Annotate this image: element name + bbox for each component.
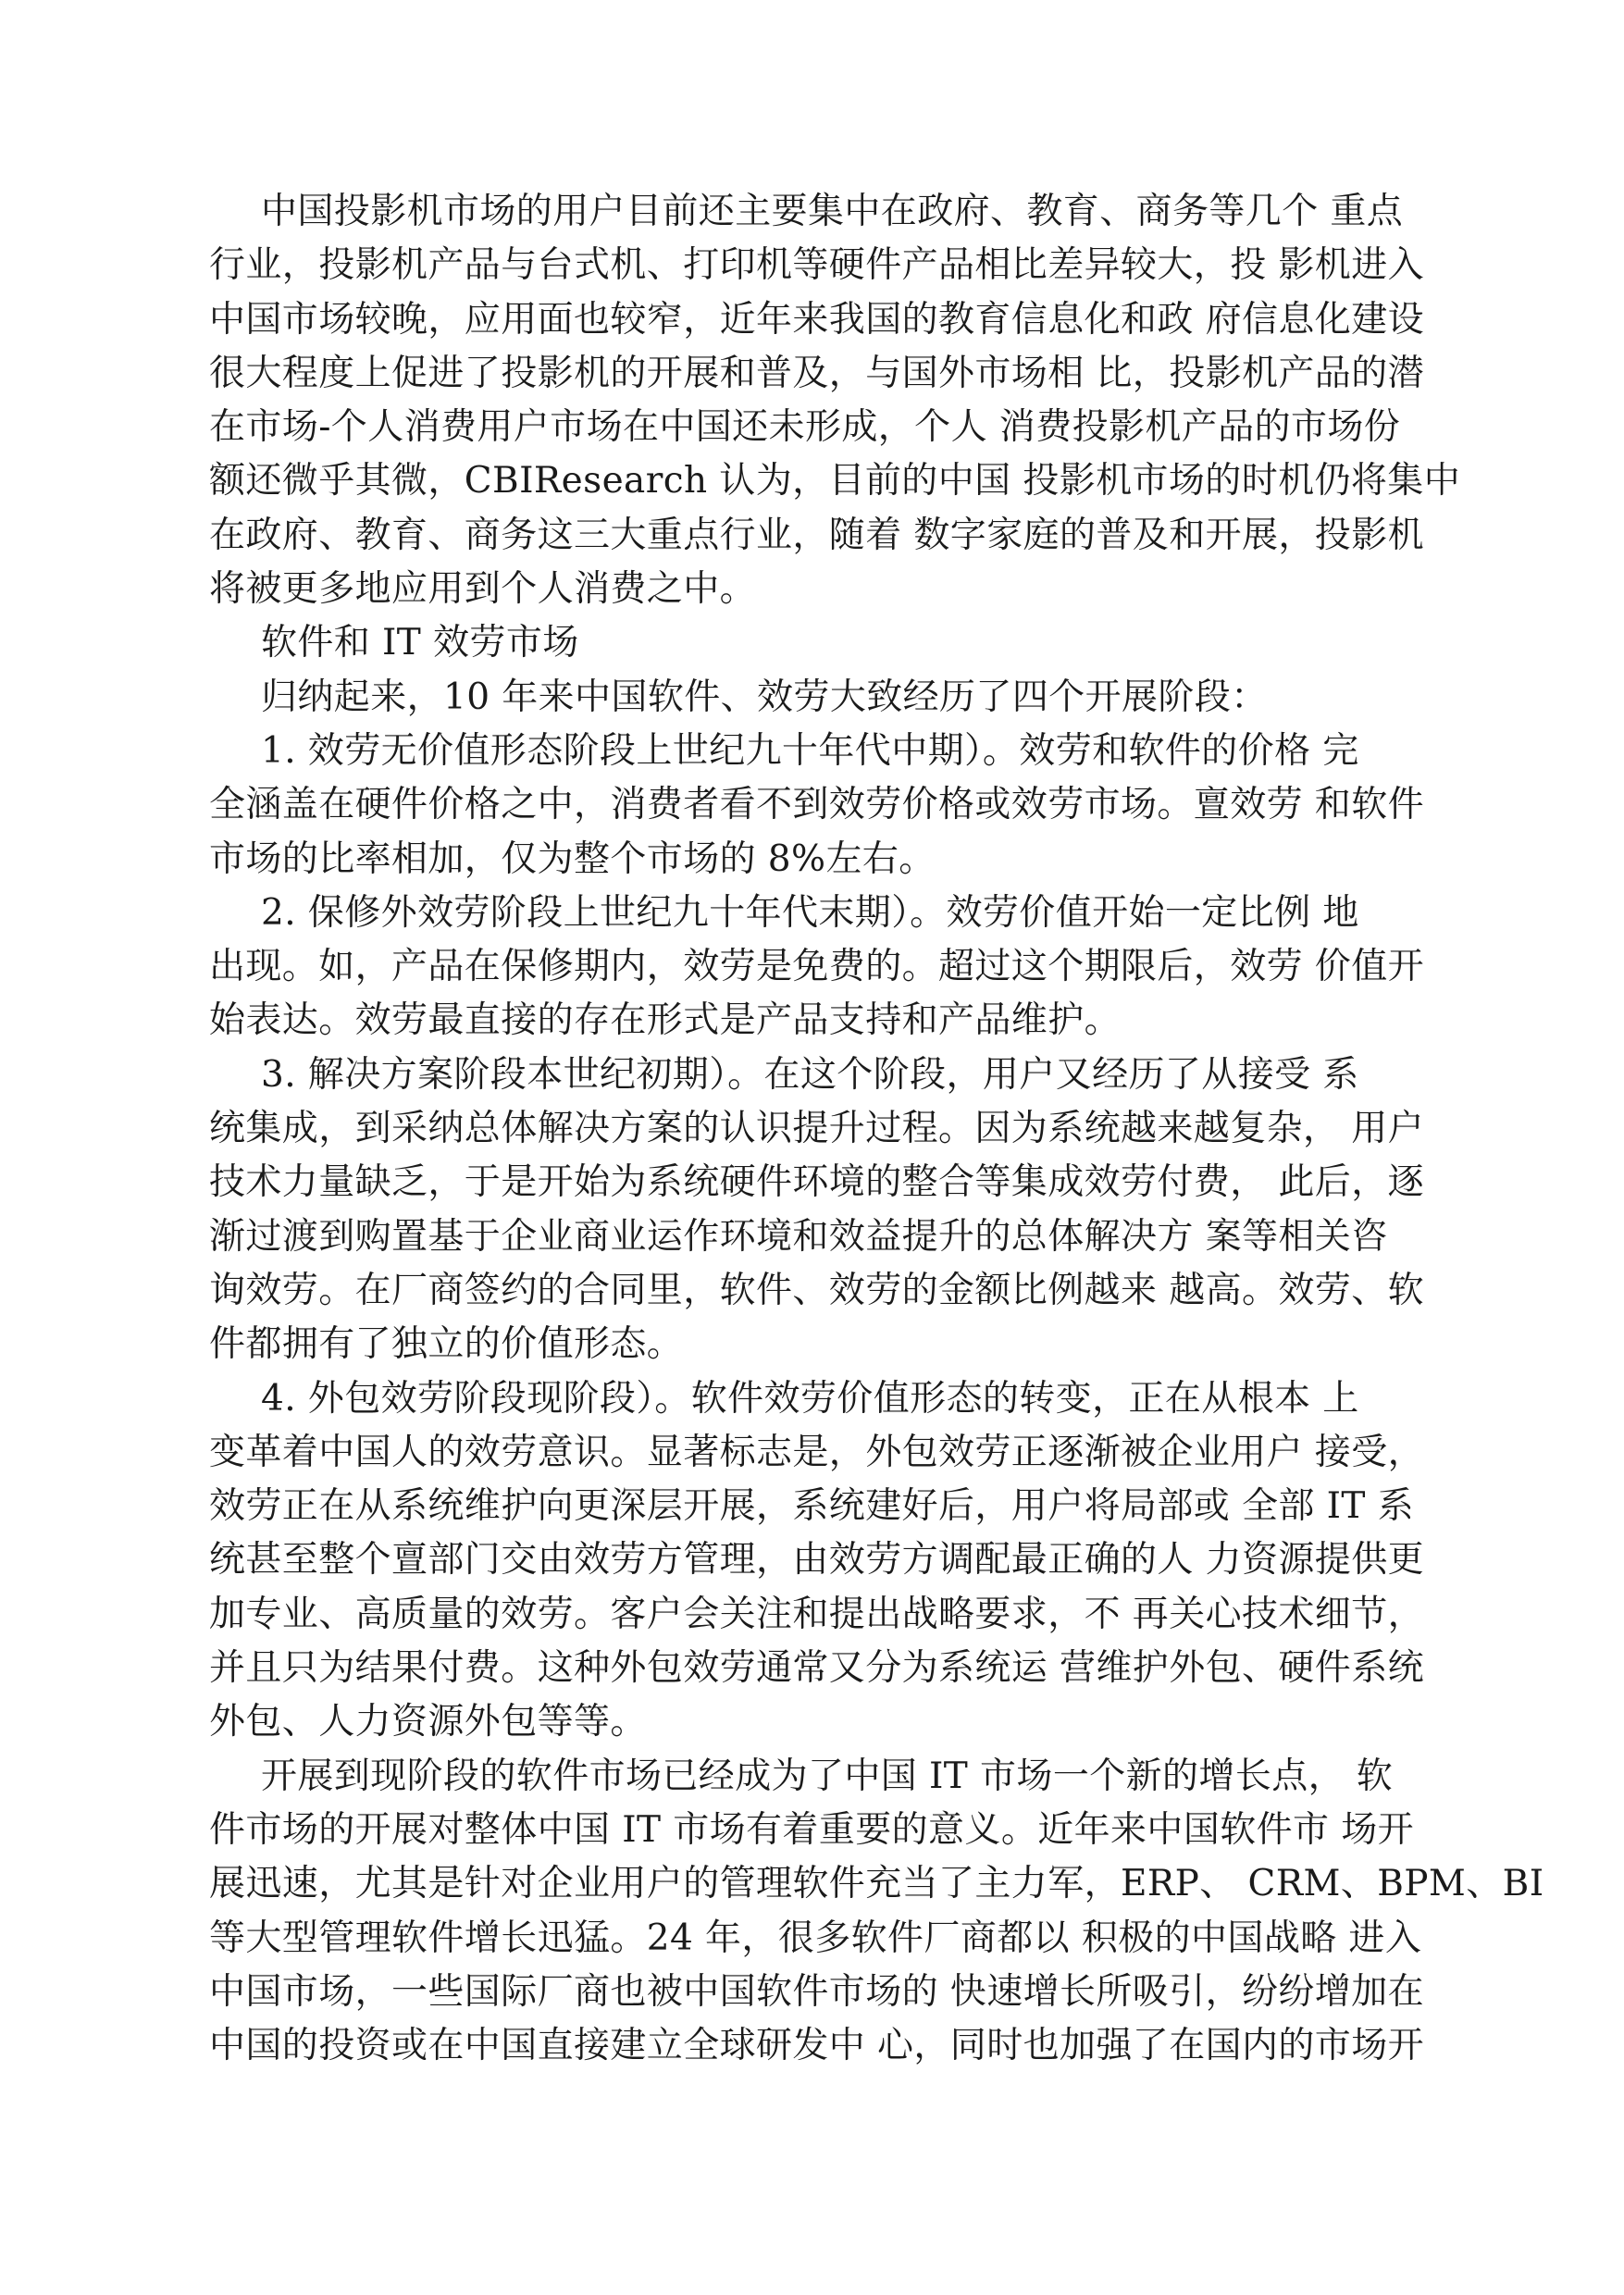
list-item-line: 外包、人力资源外包等等。 [209,1701,647,1743]
section-heading: 软件和 IT 效劳市场 [261,622,579,664]
paragraph-line: 展迅速，尤其是针对企业用户的管理软件充当了主力军，ERP、 CRM、BPM、BI [209,1863,1544,1905]
list-item-line: 加专业、高质量的效劳。客户会关注和提出战略要求，不 再关心技术细节， [209,1593,1424,1635]
list-item-line: 出现。如，产品在保修期内，效劳是免费的。超过这个期限后，效劳 价值开 [209,946,1424,988]
paragraph-line: 中国投影机市场的用户目前还主要集中在政府、教育、商务等几个 重点 [261,191,1404,232]
list-item-line: 始表达。效劳最直接的存在形式是产品支持和产品维护。 [209,999,1122,1042]
paragraph-line: 归纳起来，10 年来中国软件、效劳大致经历了四个开展阶段： [261,676,1268,718]
list-item-line: 4. 外包效劳阶段现阶段）。软件效劳价值形态的转变，正在从根本 上 [261,1377,1359,1420]
paragraph-line: 很大程度上促进了投影机的开展和普及，与国外市场相 比，投影机产品的潜 [209,352,1424,394]
paragraph-line: 开展到现阶段的软件市场已经成为了中国 IT 市场一个新的增长点， 软 [261,1755,1394,1797]
paragraph-line: 额还微乎其微，CBIResearch 认为，目前的中国 投影机市场的时机仍将集中 [209,460,1461,502]
paragraph-line: 在政府、教育、商务这三大重点行业，随着 数字家庭的普及和开展，投影机 [209,514,1424,556]
list-item-line: 2. 保修外效劳阶段上世纪九十年代末期）。效劳价值开始一定比例 地 [261,891,1359,934]
paragraph-line: 中国的投资或在中国直接建立全球研发中 心，同时也加强了在国内的市场开 [209,2025,1424,2067]
list-item-line: 统甚至整个亶部门交由效劳方管理，由效劳方调配最正确的人 力资源提供更 [209,1539,1424,1582]
paragraph-line: 中国市场，一些国际厂商也被中国软件市场的 快速增长所吸引，纷纷增加在 [209,1970,1424,2013]
list-item-line: 市场的比率相加，仅为整个市场的 8%左右。 [209,837,936,880]
list-item-line: 并且只为结果付费。这种外包效劳通常又分为系统运 营维护外包、硬件系统 [209,1647,1424,1690]
list-item-line: 询效劳。在厂商签约的合同里，软件、效劳的金额比例越来 越高。效劳、软 [209,1269,1424,1311]
list-item-line: 件都拥有了独立的价值形态。 [209,1323,684,1366]
paragraph-line: 行业，投影机产品与台式机、打印机等硬件产品相比差异较大，投 影机进入 [209,244,1424,287]
paragraph-line: 中国市场较晚，应用面也较窄，近年来我国的教育信息化和政 府信息化建设 [209,298,1424,341]
list-item-line: 变革着中国人的效劳意识。显著标志是，外包效劳正逐渐被企业用户 接受， [209,1431,1424,1473]
list-item-line: 效劳正在从系统维护向更深层开展，系统建好后，用户将局部或 全部 IT 系 [209,1485,1415,1528]
list-item-line: 全涵盖在硬件价格之中，消费者看不到效劳价格或效劳市场。亶效劳 和软件 [209,784,1424,826]
list-item-line: 统集成，到采纳总体解决方案的认识提升过程。因为系统越来越复杂， 用户 [209,1108,1424,1150]
body-text [209,185,1544,2073]
paragraph-line: 在市场-个人消费用户市场在中国还未形成，个人 消费投影机产品的市场份 [209,406,1401,449]
paragraph-line: 等大型管理软件增长迅猛。24 年，很多软件厂商都以 积极的中国战略 进入 [209,1917,1422,1959]
list-item-line: 渐过渡到购置基于企业商业运作环境和效益提升的总体解决方 案等相关咨 [209,1215,1388,1258]
list-item-line: 3. 解决方案阶段本世纪初期）。在这个阶段，用户又经历了从接受 系 [261,1053,1359,1096]
list-item-line: 1. 效劳无价值形态阶段上世纪九十年代中期）。效劳和软件的价格 完 [261,729,1359,772]
list-item-line: 技术力量缺乏，于是开始为系统硬件环境的整合等集成效劳付费， 此后，逐 [209,1161,1424,1204]
paragraph-line: 件市场的开展对整体中国 IT 市场有着重要的意义。近年来中国软件市 场开 [209,1808,1415,1851]
paragraph-line: 将被更多地应用到个人消费之中。 [209,568,757,611]
